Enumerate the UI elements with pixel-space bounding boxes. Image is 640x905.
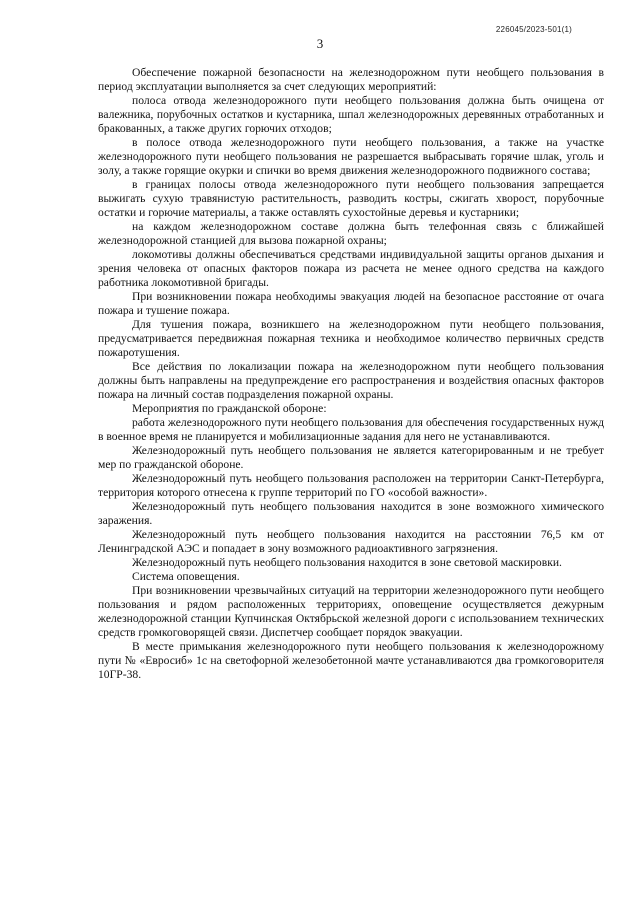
- paragraph-loudspeakers: В месте примыкания железнодорожного пути необщего пользования к железнодорожному пути № «Евросиб» 1с на светофорной железобетонной мачте устанавливаются два громкоговорителя 10ГР-38.: [98, 640, 604, 681]
- paragraph-location-spb: Железнодорожный путь необщего пользования расположен на территории Санкт-Петербурга, территория которого отнесена к группе территорий по ГО «особой важности».: [98, 472, 604, 499]
- paragraph-no-hot-waste: в полосе отвода железнодорожного пути необщего пользования, а также на участке железнодорожного пути необщего пользования не разрешается выбрасывать горячие шлак, уголь и золу, а также горящие окурки и спички во время движения железнодорожного подвижного состава;: [98, 136, 604, 177]
- paragraph-fire-localization: Все действия по локализации пожара на железнодорожном пути необщего пользования должны быть направлены на предупреждение его распространения и воздействия опасных факторов пожара на личный состав подразделения пожарной охраны.: [98, 360, 604, 401]
- paragraph-warning-system-heading: Система оповещения.: [132, 570, 240, 583]
- paragraph-no-burning: в границах полосы отвода железнодорожного пути необщего пользования запрещается выжигать сухую травянистую растительность, разводить костры, сжигать хворост, порубочные остатки и горючие материалы, а также оставлять сухостойные деревья и кустарники;: [98, 178, 604, 219]
- paragraph-wartime-operation: работа железнодорожного пути необщего пользования для обеспечения государственных нужд в военное время не планируется и мобилизационные задания для него не устанавливаются.: [98, 416, 604, 443]
- paragraph-fire-safety-intro: Обеспечение пожарной безопасности на железнодорожном пути необщего пользования в период эксплуатации выполняется за счет следующих мероприятий:: [98, 66, 604, 93]
- paragraph-npp-distance: Железнодорожный путь необщего пользования находится на расстоянии 76,5 км от Ленинградской АЭС и попадает в зону возможного радиоактивного загрязнения.: [98, 528, 604, 555]
- paragraph-evacuation: При возникновении пожара необходимы эвакуация людей на безопасное расстояние от очага пожара и тушение пожара.: [98, 290, 604, 317]
- paragraph-chemical-zone: Железнодорожный путь необщего пользования находится в зоне возможного химического заражения.: [98, 500, 604, 527]
- paragraph-phone-link: на каждом железнодорожном составе должна быть телефонная связь с ближайшей железнодорожной станцией для вызова пожарной охраны;: [98, 220, 604, 247]
- paragraph-emergency-notification: При возникновении чрезвычайных ситуаций на территории железнодорожного пути необщего пользования и рядом расположенных территориях, оповещение осуществляется дежурным железнодорожной станции Купчинская Октябрьской железной дороги с использованием технических средств громкоговорящей связи. Диспетчер сообщает порядок эвакуации.: [98, 584, 604, 639]
- paragraph-fire-equipment: Для тушения пожара, возникшего на железнодорожном пути необщего пользования, предусматривается передвижная пожарная техника и необходимое количество первичных средств пожаротушения.: [98, 318, 604, 359]
- document-body: [98, 66, 604, 682]
- page-number: 3: [316, 36, 324, 51]
- paragraph-civil-defense-heading: Мероприятия по гражданской обороне:: [132, 402, 327, 415]
- document-number: 226045/2023-501(1): [495, 25, 572, 34]
- paragraph-right-of-way-cleaning: полоса отвода железнодорожного пути необщего пользования должна быть очищена от валежника, порубочных остатков и кустарника, шпал железнодорожных деревянных отработанных и бракованных, а также других горючих отходов;: [98, 94, 604, 135]
- paragraph-not-categorized: Железнодорожный путь необщего пользования не является категорированным и не требует мер по гражданской обороне.: [98, 444, 604, 471]
- paragraph-light-masking: Железнодорожный путь необщего пользования находится в зоне световой маскировки.: [132, 556, 562, 569]
- paragraph-locomotive-ppe: локомотивы должны обеспечиваться средствами индивидуальной защиты органов дыхания и зрения человека от опасных факторов пожара из расчета не менее одного средства на каждого работника локомотивной бригады.: [98, 248, 604, 289]
